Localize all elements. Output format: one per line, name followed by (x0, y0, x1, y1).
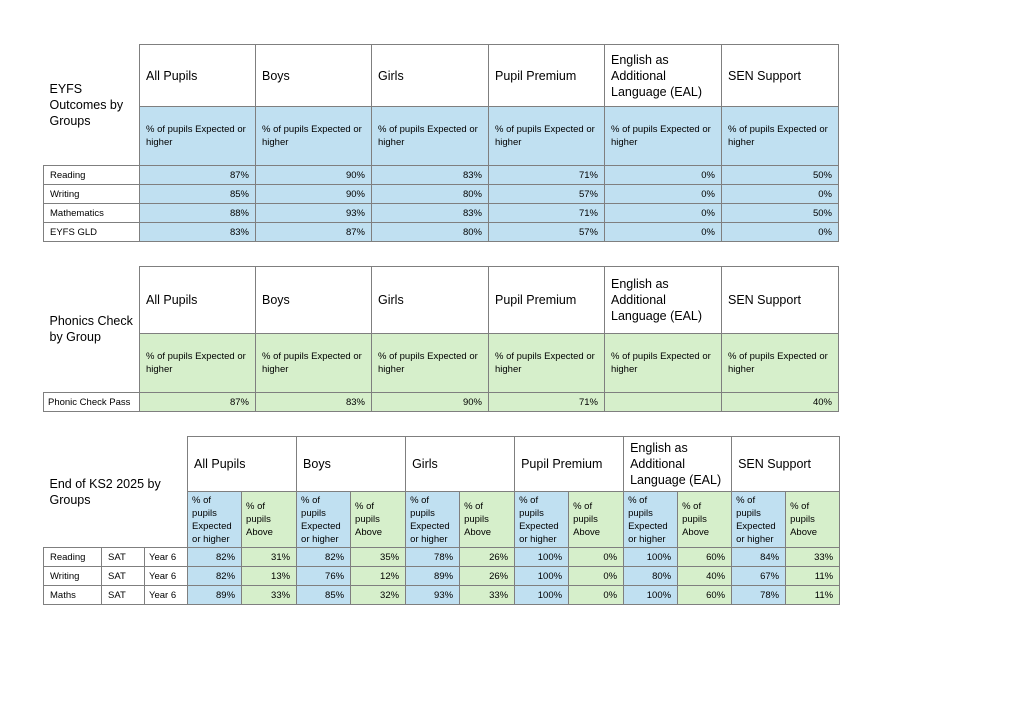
row-label: EYFS GLD (44, 223, 140, 242)
ks2-group-eal: English as Additional Language (EAL) (624, 437, 732, 492)
eyfs-group-pupil-premium: Pupil Premium (489, 45, 605, 107)
phonics-subheader: % of pupils Expected or higher (372, 334, 489, 393)
ks2-group-all-pupils: All Pupils (188, 437, 297, 492)
cell: 0% (569, 548, 624, 567)
phonics-subheader: % of pupils Expected or higher (140, 334, 256, 393)
cell: 93% (406, 586, 460, 605)
eyfs-subheader: % of pupils Expected or higher (722, 107, 839, 166)
cell: 100% (515, 548, 569, 567)
row-test: SAT (102, 567, 145, 586)
cell: 82% (297, 548, 351, 567)
cell: 87% (140, 393, 256, 412)
ks2-subheader-expected: % of pupils Expected or higher (732, 492, 786, 548)
cell: 87% (140, 166, 256, 185)
table-row (44, 223, 839, 242)
cell: 0% (569, 586, 624, 605)
phonics-subheader: % of pupils Expected or higher (605, 334, 722, 393)
cell: 12% (351, 567, 406, 586)
cell: 100% (515, 567, 569, 586)
table-row (44, 393, 839, 412)
phonics-group-boys: Boys (256, 267, 372, 334)
eyfs-subheader: % of pupils Expected or higher (140, 107, 256, 166)
cell: 71% (489, 204, 605, 223)
phonics-group-eal: English as Additional Language (EAL) (605, 267, 722, 334)
cell: 11% (786, 586, 840, 605)
ks2-subheader-expected: % of pupils Expected or higher (406, 492, 460, 548)
row-subject: Reading (44, 548, 102, 567)
eyfs-table (43, 44, 839, 242)
row-year: Year 6 (145, 548, 188, 567)
eyfs-group-sen: SEN Support (722, 45, 839, 107)
cell: 11% (786, 567, 840, 586)
cell: 100% (624, 548, 678, 567)
cell: 85% (140, 185, 256, 204)
row-test: SAT (102, 548, 145, 567)
row-label: Phonic Check Pass (44, 393, 140, 412)
ks2-subheader-expected: % of pupils Expected or higher (188, 492, 242, 548)
phonics-table (43, 266, 839, 412)
phonics-group-girls: Girls (372, 267, 489, 334)
row-test: SAT (102, 586, 145, 605)
table-row (44, 567, 840, 586)
row-label: Writing (44, 185, 140, 204)
cell: 88% (140, 204, 256, 223)
phonics-subheader: % of pupils Expected or higher (722, 334, 839, 393)
cell: 90% (256, 185, 372, 204)
cell: 57% (489, 185, 605, 204)
ks2-table (43, 436, 840, 605)
cell (605, 393, 722, 412)
row-subject: Writing (44, 567, 102, 586)
ks2-subheader-above: % of pupils Above (678, 492, 732, 548)
cell: 82% (188, 548, 242, 567)
cell: 80% (624, 567, 678, 586)
cell: 57% (489, 223, 605, 242)
phonics-title: Phonics Check by Group (49, 314, 133, 345)
eyfs-group-eal: English as Additional Language (EAL) (605, 45, 722, 107)
cell: 83% (372, 204, 489, 223)
cell: 83% (256, 393, 372, 412)
cell: 89% (406, 567, 460, 586)
phonics-subheader: % of pupils Expected or higher (489, 334, 605, 393)
ks2-subheader-above: % of pupils Above (786, 492, 840, 548)
cell: 0% (605, 166, 722, 185)
row-label: Mathematics (44, 204, 140, 223)
eyfs-group-all-pupils: All Pupils (140, 45, 256, 107)
cell: 83% (372, 166, 489, 185)
eyfs-group-girls: Girls (372, 45, 489, 107)
cell: 13% (242, 567, 297, 586)
phonics-subheader: % of pupils Expected or higher (256, 334, 372, 393)
ks2-subheader-expected: % of pupils Expected or higher (297, 492, 351, 548)
cell: 60% (678, 586, 732, 605)
cell: 0% (569, 567, 624, 586)
eyfs-title: EYFS Outcomes by Groups (49, 81, 124, 128)
ks2-group-girls: Girls (406, 437, 515, 492)
row-year: Year 6 (145, 567, 188, 586)
cell: 84% (732, 548, 786, 567)
cell: 0% (722, 223, 839, 242)
table-row (44, 204, 839, 223)
cell: 33% (786, 548, 840, 567)
cell: 93% (256, 204, 372, 223)
ks2-subheader-above: % of pupils Above (351, 492, 406, 548)
cell: 87% (256, 223, 372, 242)
cell: 50% (722, 204, 839, 223)
cell: 26% (460, 567, 515, 586)
cell: 90% (256, 166, 372, 185)
table-row (44, 586, 840, 605)
ks2-group-boys: Boys (297, 437, 406, 492)
cell: 31% (242, 548, 297, 567)
cell: 76% (297, 567, 351, 586)
ks2-subheader-above: % of pupils Above (569, 492, 624, 548)
ks2-subheader-above: % of pupils Above (242, 492, 297, 548)
cell: 78% (732, 586, 786, 605)
ks2-title: End of KS2 2025 by Groups (49, 476, 161, 507)
cell: 32% (351, 586, 406, 605)
table-row (44, 185, 839, 204)
eyfs-subheader: % of pupils Expected or higher (489, 107, 605, 166)
eyfs-subheader: % of pupils Expected or higher (372, 107, 489, 166)
cell: 0% (605, 223, 722, 242)
cell: 40% (722, 393, 839, 412)
cell: 60% (678, 548, 732, 567)
eyfs-subheader: % of pupils Expected or higher (256, 107, 372, 166)
cell: 40% (678, 567, 732, 586)
ks2-group-pupil-premium: Pupil Premium (515, 437, 624, 492)
cell: 85% (297, 586, 351, 605)
cell: 0% (605, 185, 722, 204)
cell: 100% (624, 586, 678, 605)
cell: 33% (460, 586, 515, 605)
row-label: Reading (44, 166, 140, 185)
cell: 71% (489, 166, 605, 185)
table-row (44, 548, 840, 567)
row-year: Year 6 (145, 586, 188, 605)
cell: 90% (372, 393, 489, 412)
ks2-subheader-expected: % of pupils Expected or higher (515, 492, 569, 548)
ks2-group-sen: SEN Support (732, 437, 840, 492)
cell: 33% (242, 586, 297, 605)
row-subject: Maths (44, 586, 102, 605)
cell: 83% (140, 223, 256, 242)
cell: 35% (351, 548, 406, 567)
cell: 71% (489, 393, 605, 412)
phonics-group-sen: SEN Support (722, 267, 839, 334)
eyfs-subheader: % of pupils Expected or higher (605, 107, 722, 166)
ks2-subheader-above: % of pupils Above (460, 492, 515, 548)
phonics-group-all-pupils: All Pupils (140, 267, 256, 334)
cell: 100% (515, 586, 569, 605)
cell: 0% (605, 204, 722, 223)
phonics-group-pupil-premium: Pupil Premium (489, 267, 605, 334)
cell: 82% (188, 567, 242, 586)
cell: 50% (722, 166, 839, 185)
cell: 67% (732, 567, 786, 586)
cell: 80% (372, 185, 489, 204)
cell: 0% (722, 185, 839, 204)
eyfs-group-boys: Boys (256, 45, 372, 107)
cell: 78% (406, 548, 460, 567)
cell: 80% (372, 223, 489, 242)
cell: 26% (460, 548, 515, 567)
ks2-subheader-expected: % of pupils Expected or higher (624, 492, 678, 548)
table-row (44, 166, 839, 185)
cell: 89% (188, 586, 242, 605)
